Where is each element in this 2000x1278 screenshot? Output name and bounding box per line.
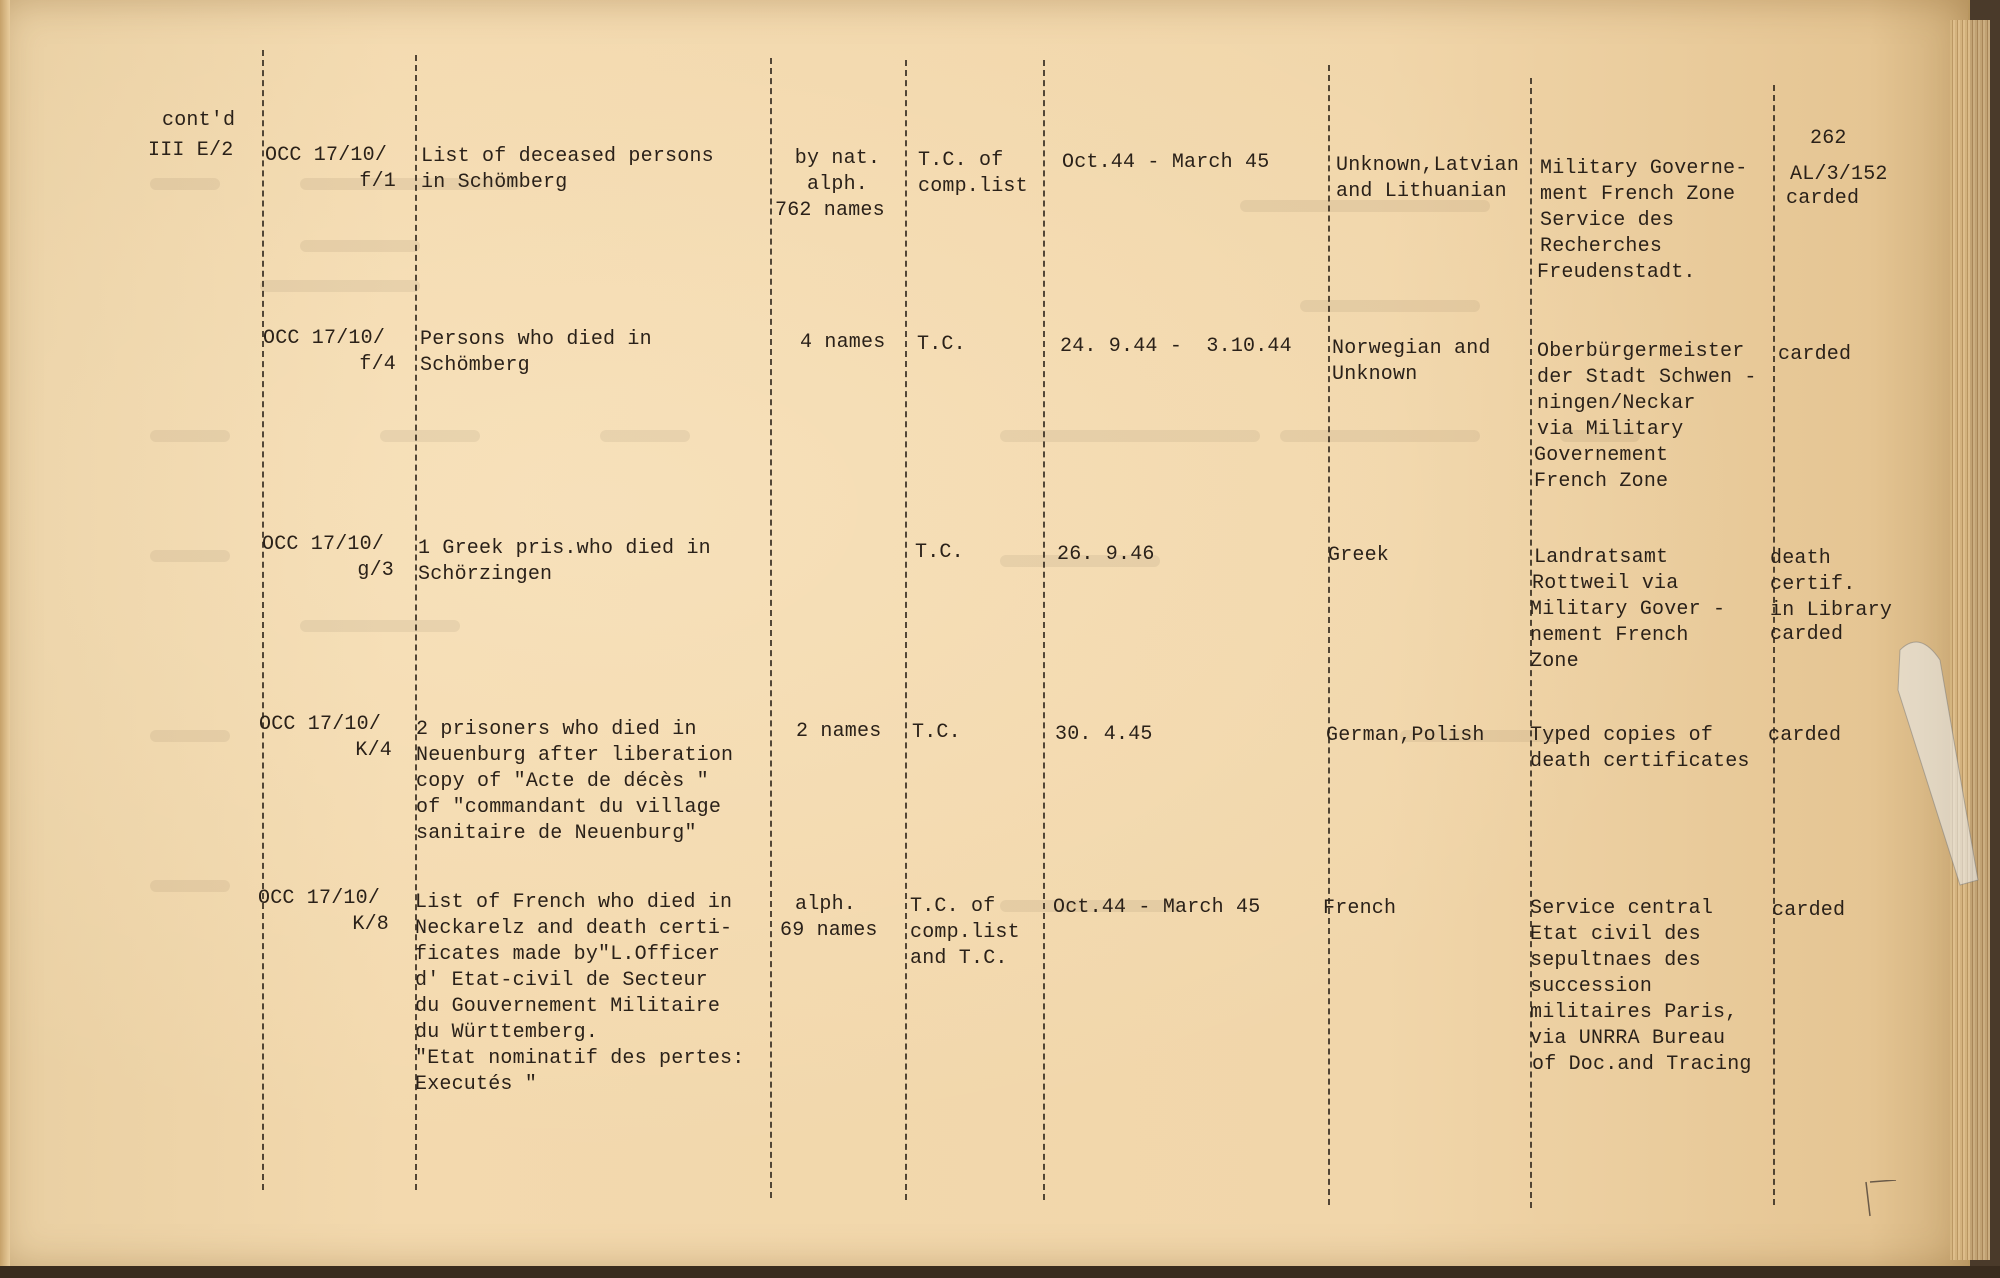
remarks-line: death (1770, 547, 1832, 570)
source-line: death certificates (1530, 750, 1750, 773)
remarks-line: carded (1778, 343, 1852, 366)
period: 26. 9.46 (1057, 543, 1155, 566)
reference-suffix: g/3 (357, 559, 394, 582)
extent-line: 762 names (775, 199, 885, 222)
period: 30. 4.45 (1055, 723, 1153, 746)
description-line: Persons who died in (420, 328, 652, 351)
source-line: Etat civil des (1530, 923, 1701, 946)
description-line: Executés " (415, 1073, 538, 1096)
type-line: T.C. (917, 333, 966, 356)
source-line: Military Gover - (1530, 598, 1726, 621)
extent-line: 4 names (800, 331, 886, 354)
extent-line: alph. (806, 173, 868, 196)
source-line: Governement (1534, 444, 1669, 467)
source-line: via UNRRA Bureau (1530, 1027, 1726, 1050)
type-line: T.C. (912, 721, 961, 744)
type-line: T.C. (915, 541, 964, 564)
description-line: List of French who died in (415, 891, 733, 914)
description-line: copy of "Acte de décès " (416, 770, 709, 793)
source-line: der Stadt Schwen - (1537, 366, 1757, 389)
source-line: of Doc.and Tracing (1532, 1053, 1752, 1076)
source-line: nement French (1530, 624, 1689, 647)
source-line: Landratsamt (1534, 546, 1669, 569)
nationality-line: German,Polish (1326, 724, 1485, 747)
source-line: Service des (1540, 209, 1675, 232)
reference-number: OCC 17/10/ (263, 327, 386, 350)
reference-suffix: f/1 (359, 170, 396, 193)
column-rule-1 (262, 50, 264, 1190)
reference-suffix: f/4 (359, 353, 396, 376)
description-line: sanitaire de Neuenburg" (416, 822, 697, 845)
extent-line: 69 names (780, 919, 878, 942)
source-line: sepultnaes des (1530, 949, 1701, 972)
nationality-line: Greek (1328, 544, 1390, 567)
extent-line: by nat. (794, 147, 881, 170)
reference-number: OCC 17/10/ (258, 887, 381, 910)
remarks-line: AL/3/152 (1790, 163, 1888, 186)
remarks-line: carded (1772, 899, 1846, 922)
description-line: du Württemberg. (415, 1021, 599, 1044)
section-id: III E/2 (148, 139, 234, 162)
reference-number: OCC 17/10/ (265, 144, 388, 167)
type-line: T.C. of (910, 895, 996, 918)
column-rule-6 (1328, 65, 1330, 1205)
source-line: Military Governe- (1540, 157, 1748, 180)
remarks-line: carded (1786, 187, 1860, 210)
reference-suffix: K/8 (352, 913, 389, 936)
description-line: 1 Greek pris.who died in (418, 537, 711, 560)
description-line: List of deceased persons (421, 145, 714, 168)
nationality-line: French (1323, 897, 1397, 920)
type-line: comp.list (910, 921, 1020, 944)
type-line: T.C. of (918, 149, 1004, 172)
scan-bottom-edge (0, 1266, 2000, 1278)
description-line: d' Etat-civil de Secteur (415, 969, 708, 992)
source-line: ningen/Neckar (1537, 392, 1696, 415)
column-rule-3 (770, 58, 772, 1198)
source-line: Service central (1530, 897, 1714, 920)
period: 24. 9.44 - 3.10.44 (1060, 335, 1292, 358)
source-line: Oberbürgermeister (1537, 340, 1745, 363)
reference-number: OCC 17/10/ (262, 533, 385, 556)
section-cont: cont'd (162, 109, 236, 132)
source-line: Zone (1530, 650, 1579, 673)
page-clip-icon (1890, 630, 1980, 890)
description-line: "Etat nominatif des pertes: (415, 1047, 745, 1070)
remarks-line: certif. (1770, 573, 1856, 596)
remarks-line: carded (1770, 623, 1844, 646)
source-line: Freudenstadt. (1537, 261, 1696, 284)
type-line: and T.C. (910, 947, 1008, 970)
reference-suffix: K/4 (355, 739, 392, 762)
description-line: 2 prisoners who died in (416, 718, 697, 741)
nationality-line: Unknown,Latvian (1336, 154, 1520, 177)
description-line: Neckarelz and death certi- (415, 917, 733, 940)
nationality-line: and Lithuanian (1336, 180, 1507, 203)
extent-line: alph. (795, 893, 857, 916)
description-line: Schörzingen (418, 563, 553, 586)
column-rule-4 (905, 60, 907, 1200)
nationality-line: Norwegian and (1332, 337, 1491, 360)
period: Oct.44 - March 45 (1062, 151, 1270, 174)
description-line: Schömberg (420, 354, 530, 377)
description-line: Neuenburg after liberation (416, 744, 734, 767)
description-line: of "commandant du village (416, 796, 722, 819)
page-number: 262 (1810, 127, 1847, 150)
source-line: succession (1530, 975, 1653, 998)
remarks-line: in Library (1770, 599, 1893, 622)
nationality-line: Unknown (1332, 363, 1418, 386)
source-line: Recherches (1540, 235, 1663, 258)
reference-number: OCC 17/10/ (259, 713, 382, 736)
extent-line: 2 names (796, 720, 882, 743)
description-line: ficates made by"L.Officer (415, 943, 721, 966)
page-left-edge (0, 0, 10, 1268)
source-line: ment French Zone (1540, 183, 1736, 206)
remarks-line: carded (1768, 724, 1842, 747)
source-line: Rottweil via (1532, 572, 1679, 595)
type-line: comp.list (918, 175, 1028, 198)
description-line: du Gouvernement Militaire (415, 995, 721, 1018)
pencil-tick-icon (1860, 1180, 1900, 1220)
source-line: French Zone (1534, 470, 1669, 493)
period: Oct.44 - March 45 (1053, 896, 1261, 919)
description-line: in Schömberg (421, 171, 568, 194)
source-line: militaires Paris, (1530, 1001, 1738, 1024)
source-line: via Military (1537, 418, 1684, 441)
source-line: Typed copies of (1530, 724, 1714, 747)
column-rule-5 (1043, 60, 1045, 1200)
